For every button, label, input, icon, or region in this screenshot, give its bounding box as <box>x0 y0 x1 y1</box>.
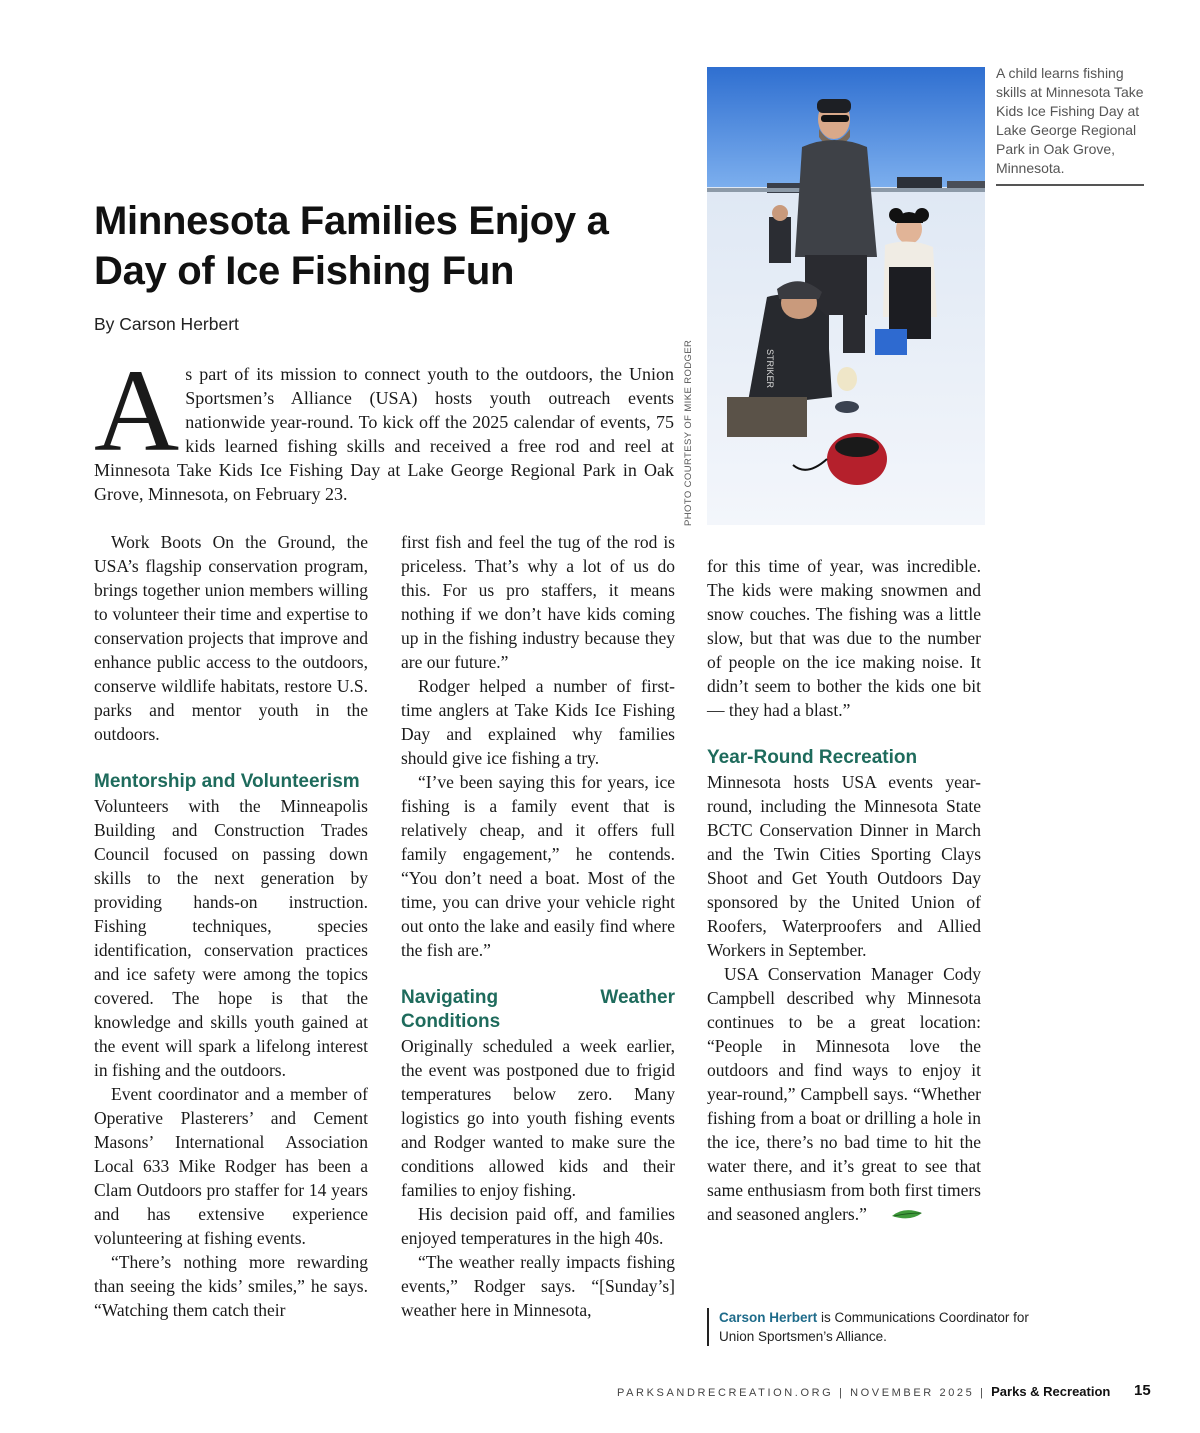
page-footer <box>617 1384 1110 1399</box>
photo-caption: A child learns fishing skills at Minnesota Take Kids Ice Fishing Day at Lake George Regional Park in Oak Grove, Minnesota. <box>996 64 1144 186</box>
paragraph: for this time of year, was incredible. The kids were making snowmen and snow couches. The fishing was a little slow, but that was due to the number of people on the ice making noise. It didn’t seem to bother the kids one bit — they had a blast.” <box>707 556 981 720</box>
paragraph: Event coordinator and a member of Operative Plasterers’ and Cement Masons’ International Association Local 633 Mike Rodger has been a Clam Outdoors pro staffer for 14 years and has extensive experience volunteering at fishing events. <box>94 1084 368 1248</box>
footer-site: PARKSANDRECREATION.ORG | NOVEMBER 2025 | <box>617 1387 986 1399</box>
subhead-weather: Navigating Weather Conditions <box>401 987 675 1032</box>
drop-cap: A <box>94 345 180 476</box>
page-number: 15 <box>1134 1382 1151 1399</box>
lead-paragraph <box>94 345 674 506</box>
paragraph: His decision paid off, and families enjoyed temperatures in the high 40s. <box>401 1204 675 1248</box>
subhead-mentorship: Mentorship and Volunteerism <box>94 771 360 792</box>
paragraph: “I’ve been saying this for years, ice fishing is a family event that is relatively cheap, and it offers full family engagement,” he contends. “You don’t need a boat. Most of the time, you can drive your vehicle right out onto the lake and easily find where the fish are.” <box>401 772 675 960</box>
article-photo <box>707 67 985 525</box>
paragraph: Rodger helped a number of first-time anglers at Take Kids Ice Fishing Day and explained why families should give ice fishing a try. <box>401 676 675 768</box>
lead-text: s part of its mission to connect youth to the outdoors, the Union Sportsmen’s Alliance (USA) hosts youth outreach events nationwide year-round. To kick off the 2025 calendar of events, 75 kids learned fishing skills and received a free rod and reel at Minnesota Take Kids Ice Fishing Day at Lake George Regional Park in Oak Grove, Minnesota, on February 23. <box>94 364 674 504</box>
paragraph <box>707 962 981 1228</box>
paragraph-text: USA Conservation Manager Cody Campbell described why Minnesota continues to be a great location: “People in Minnesota love the outdoors and find ways to enjoy it year-round,” Campbell says. “Whether fishing from a boat or drilling a hole in the ice, there’s no bad time to hit the water there, and it’s great to see that same enthusiasm from both first timers and seasoned anglers.” <box>707 964 981 1224</box>
author-bio-text: is Communications Coordinator for Union Sportsmen’s Alliance. <box>719 1310 1029 1344</box>
leaf-icon <box>873 1204 924 1228</box>
shirt-text: STRIKER <box>765 349 775 389</box>
subhead-recreation: Year-Round Recreation <box>707 747 918 768</box>
paragraph: Minnesota hosts USA events year-round, including the Minnesota State BCTC Conservation Dinner in March and the Twin Cities Sporting Clays Shoot and Get Youth Outdoors Day sponsored by the United Union of Roofers, Waterproofers and Allied Workers in September. <box>707 772 981 960</box>
column-3 <box>707 554 981 1228</box>
paragraph: “The weather really impacts fishing events,” Rodger says. “[Sunday’s] weather here in Minnesota, <box>401 1252 675 1320</box>
author-bio <box>707 1308 1049 1346</box>
paragraph: Volunteers with the Minneapolis Building and Construction Trades Council focused on passing down skills to the next generation by providing hands-on instruction. Fishing techniques, species identification, conservation practices and ice safety were among the topics covered. The hope is that the knowledge and skills youth gained at the event will spark a lifelong interest in fishing and the outdoors. <box>94 796 368 1080</box>
column-1 <box>94 530 368 1322</box>
paragraph: first fish and feel the tug of the rod is priceless. That’s why a lot of us do this. For us pro staffers, it means nothing if we don’t have kids coming up in the fishing industry because they are our future.” <box>401 532 675 672</box>
article-title: Minnesota Families Enjoy a Day of Ice Fishing Fun <box>94 199 609 293</box>
paragraph: “There’s nothing more rewarding than seeing the kids’ smiles,” he says. “Watching them catch their <box>94 1252 368 1320</box>
author-name: Carson Herbert <box>719 1310 818 1325</box>
paragraph: Work Boots On the Ground, the USA’s flagship conservation program, brings together union members willing to volunteer their time and expertise to conservation projects that improve and enhance public access to the outdoors, conserve wildlife habitats, restore U.S. parks and mentor youth in the outdoors. <box>94 532 368 744</box>
byline: By Carson Herbert <box>94 314 239 334</box>
ice-fishing-photo <box>707 67 985 525</box>
footer-magazine: Parks & Recreation <box>991 1384 1111 1399</box>
photo-credit: PHOTO COURTESY OF MIKE RODGER <box>683 339 694 526</box>
paragraph: Originally scheduled a week earlier, the event was postponed due to frigid temperatures below zero. Many logistics go into youth fishing events and Rodger wanted to make sure the conditions allowed kids and their families to enjoy fishing. <box>401 1036 675 1200</box>
column-2 <box>401 530 675 1322</box>
